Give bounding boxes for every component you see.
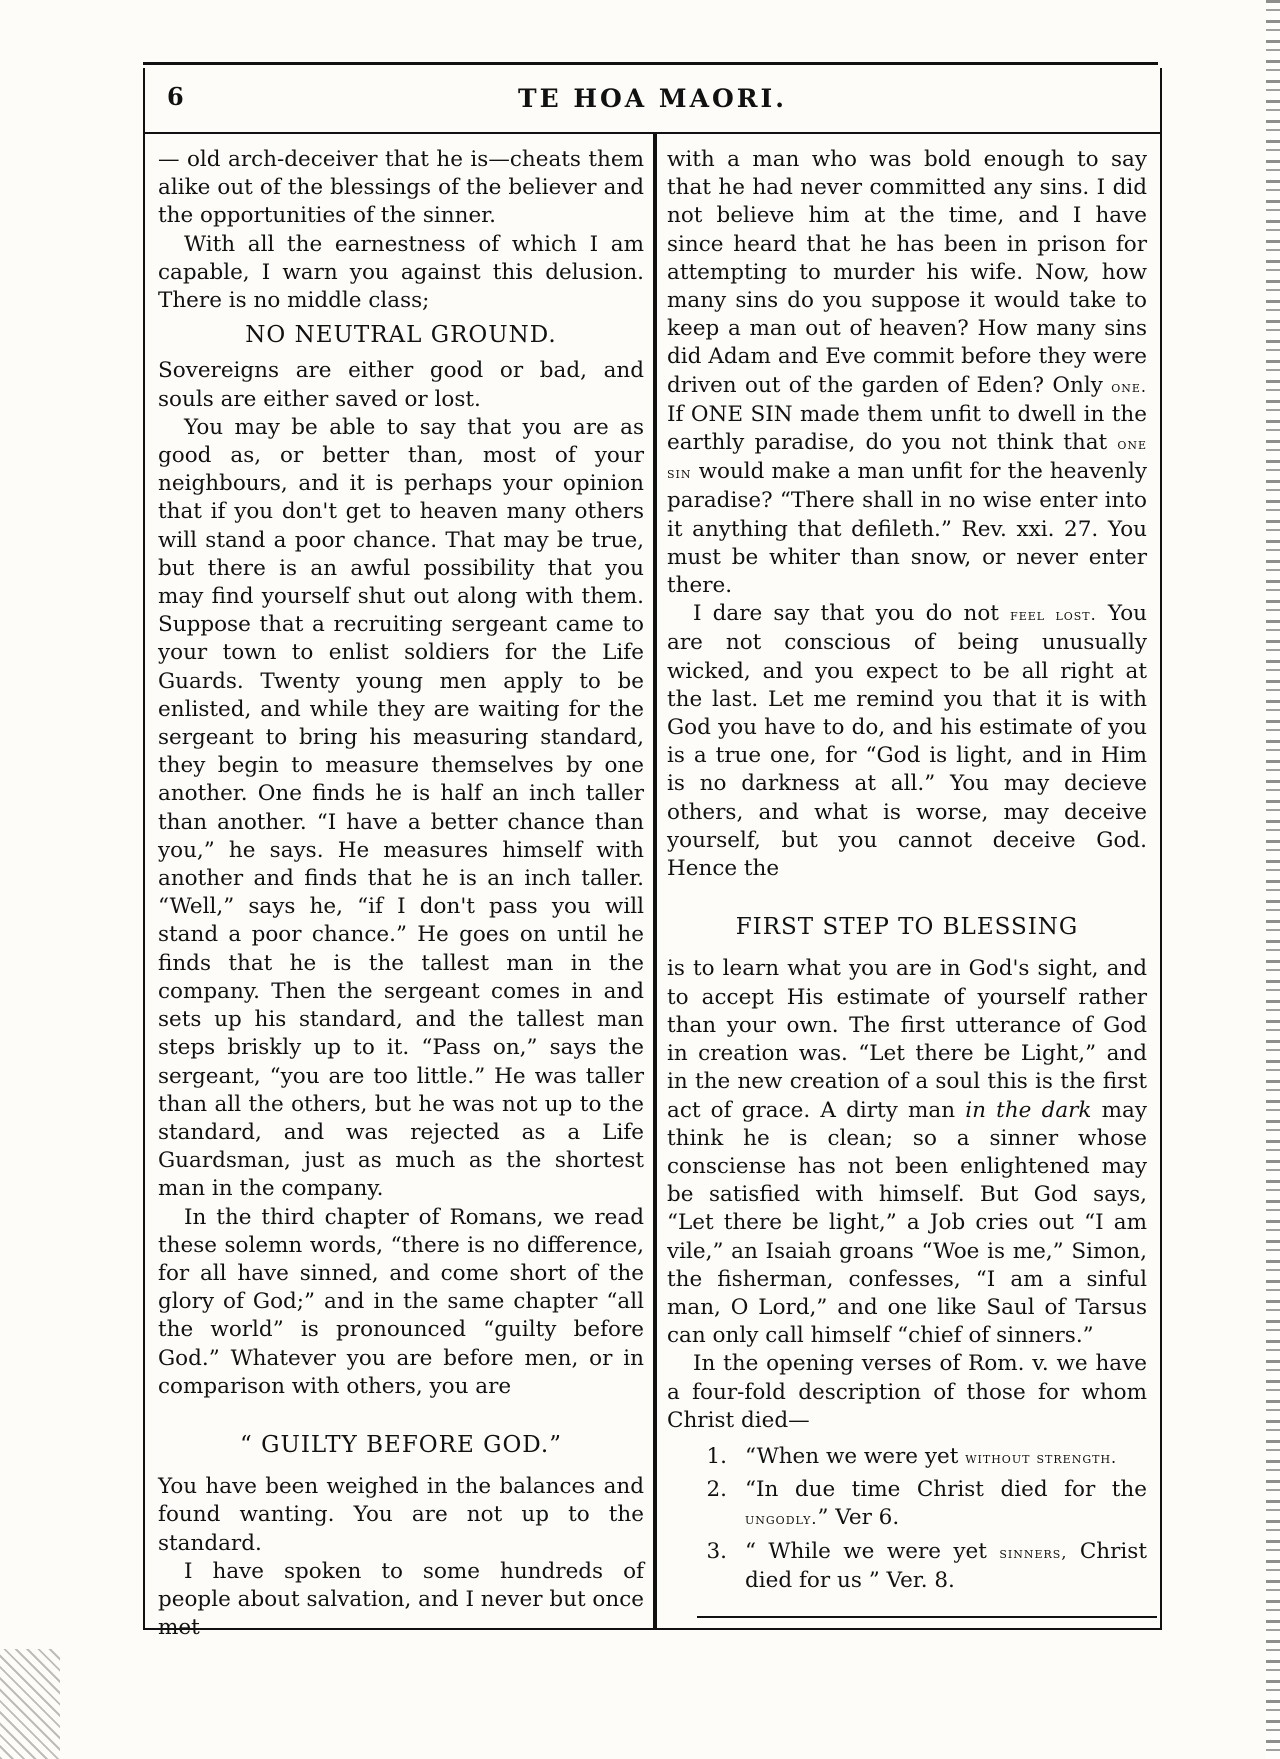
text-run: ” Ver 6. (817, 1505, 900, 1531)
small-caps-run: sinners, (999, 1542, 1068, 1562)
list-item (667, 1443, 1147, 1472)
section-heading: NO NEUTRAL GROUND. (245, 322, 557, 349)
paragraph: — old arch-deceiver that he is—cheats them alike out of the blessings of the believer and the opportunities of the sinner. (158, 147, 644, 229)
paragraph (667, 600, 1147, 883)
small-caps-run: feel lost. (1010, 605, 1097, 625)
scan-edge-right (1266, 0, 1280, 1759)
paragraph (667, 955, 1147, 1350)
text-run: would make a man unfit for the heavenly paradise? “There shall in no wise enter into it anything that defileth.” Rev. xxi. 27. You must be whiter than snow, or never enter there. (667, 459, 1147, 599)
text-run: If ONE SIN made them unfit to dwell in the earthly paradise, do you not think that (667, 401, 1147, 456)
paragraph: You may be able to say that you are as good as, or better than, most of your neighbours, and it is perhaps your opinion that if you don't get to heaven many others will stand a poor chance. That may be true, but there is an awful possibility that you may find yourself shut out along with them. Suppose that a recruiting sergeant came to your town to enlist soldiers for the Life Guards. Twenty young men apply to be enlisted, and while they are waiting for the sergeant to bring his measuring standard, they begin to measure themselves by one another. One finds he is half an inch taller than another. “I have a better chance than you,” he says. He measures himself with another and finds that he is an inch taller. “Well,” says he, “if I don't pass you will stand a poor chance.” He goes on until he finds that he is the tallest man in the company. Then the sergeant comes in and sets up his standard, and the tallest man steps briskly up to it. “Pass on,” says the sergeant, “you are too little.” He was taller than all the others, but he was not up to the standard, and was rejected as a Life Guardsman, just as much as the shortest man in the company. (158, 414, 644, 1202)
small-caps-run: one. (1111, 376, 1147, 396)
list-number: 3. (706, 1538, 727, 1564)
page-header (143, 68, 1162, 134)
text-run: Christ died for us ” Ver. 8. (745, 1538, 1147, 1593)
list-item (667, 1538, 1147, 1595)
small-caps-run: one sin (667, 434, 1147, 483)
text-run: You are not conscious of being unusually wicked, and you expect to be all right at the last. Let me remind you that it is with God you have to do, and his estimate of you is a true one, for “God is light, and in Him is no darkness at all.” You may decieve others, and what is worse, may deceive yourself, but you cannot deceive God. Hence the (667, 601, 1147, 882)
text-run: I dare say that you do not (693, 601, 999, 627)
paragraph: In the opening verses of Rom. v. we have a four-fold description of those for whom Christ died— (667, 1351, 1147, 1433)
right-column-bottom-rule (697, 1616, 1157, 1618)
paragraph (667, 146, 1147, 600)
paragraph: You have been weighed in the balances and found wanting. You are not up to the standard. (158, 1474, 644, 1556)
paragraph: With all the earnestness of which I am capable, I warn you against this delusion. There is no middle class; (158, 231, 644, 314)
text-run: “ While we were yet (745, 1538, 1000, 1564)
numbered-list (667, 1443, 1147, 1595)
italic-run: in the dark (965, 1097, 1092, 1123)
list-number: 1. (706, 1443, 727, 1469)
masthead-title: TE HOA MAORI. (518, 84, 787, 113)
text-run: “In due time Christ died for the (745, 1477, 1147, 1503)
scan-edge-left (0, 1649, 60, 1759)
column-divider (653, 134, 657, 1628)
paragraph: I have spoken to some hundreds of people about salvation, and I never but once met (158, 1558, 644, 1641)
list-item (667, 1476, 1147, 1533)
text-run: with a man who was bold enough to say that he had never committed any sins. I did not believe him at the time, and I have since heard that he has been in prison for attempting to murder his wife. Now, how many sins do you suppose it would take to keep a man out of heaven? How many sins did Adam and Eve commit before they were driven out of the garden of Eden? Only (667, 147, 1147, 398)
page-number: 6 (167, 82, 184, 111)
section-heading: “ GUILTY BEFORE GOD.” (240, 1431, 562, 1458)
list-number: 2. (706, 1477, 727, 1503)
right-column (667, 146, 1147, 1599)
top-rule (143, 62, 1158, 65)
text-run: is to learn what you are in God's sight, and to accept His estimate of yourself rather than your own. The first utterance of God in creation was. “Let there be Light,” and in the new creation of a soul this is the first act of grace. A dirty man (667, 956, 1147, 1123)
section-heading: FIRST STEP TO BLESSING (735, 914, 1079, 941)
small-caps-run: ungodly. (745, 1509, 818, 1529)
paragraph: Sovereigns are either good or bad, and souls are either saved or lost. (158, 358, 644, 412)
paragraph: In the third chapter of Romans, we read these solemn words, “there is no difference, for all have sinned, and come short of the glory of God;” and in the same chapter “all the world” is pronounced “guilty before God.” Whatever you are before men, or in comparison with others, you are (158, 1204, 644, 1399)
list-text (745, 1476, 1147, 1533)
small-caps-run: without strength. (965, 1447, 1118, 1467)
left-column (158, 146, 644, 1642)
text-run: may think he is clean; so a sinner whose consciense has not been enlightened may be satisfied with himself. But God says, “Let there be light,” a Job cries out “I am vile,” an Isaiah groans “Woe is me,” Simon, the fisherman, confesses, “I am a sinful man, O Lord,” and one like Saul of Tarsus can only call himself “chief of sinners.” (667, 1097, 1148, 1349)
text-run: “When we were yet (745, 1443, 966, 1469)
list-text (745, 1443, 1147, 1472)
list-text (745, 1538, 1147, 1595)
